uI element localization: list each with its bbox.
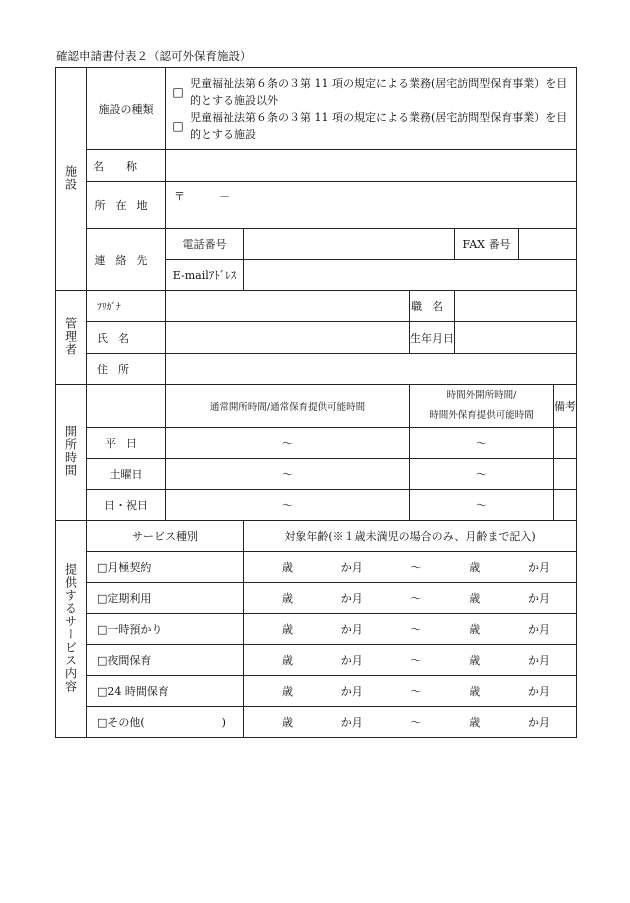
kind-label: 施設の種類 [87,68,166,150]
birth-label: 生年月日 [410,322,455,354]
col-normal-hours: 通常開所時間/通常保育提供可能時間 [166,385,410,428]
service-row-label[interactable]: □その他( ) [87,707,244,738]
email-label: E-mailｱﾄﾞﾚｽ [166,260,244,291]
application-form-table [55,67,577,738]
kind-options [166,68,577,150]
manager-name-field[interactable] [166,322,410,354]
service-row-age[interactable]: 歳 か月 ～ 歳 か月 [244,614,577,645]
checkbox-option-1[interactable]: □ [172,84,184,99]
phone-field[interactable] [244,229,455,260]
holiday-note[interactable] [554,490,577,521]
fax-label: FAX 番号 [455,229,519,260]
manager-address-label: 住所 [87,354,166,385]
saturday-note[interactable] [554,459,577,490]
section-kanrisha: 管理者 [56,291,87,385]
kind-option-1[interactable]: □ 児童福祉法第６条の３第 11 項の規定による業務(居宅訪問型保育事業）を目 的とする施設以外 [166,75,576,109]
col-extra-hours: 時間外開所時間/ 時間外保育提供可能時間 [410,385,554,428]
form-title: 確認申請書付表２（認可外保育施設） [56,49,252,63]
service-row-label[interactable]: □夜間保育 [87,645,244,676]
weekday-normal[interactable]: ～ [166,428,410,459]
holiday-normal[interactable]: ～ [166,490,410,521]
row-saturday-label: 土曜日 [87,459,166,490]
section-service: 提供するサービス内容 [56,521,87,738]
fax-field[interactable] [519,229,577,260]
hours-corner [87,385,166,428]
weekday-extra[interactable]: ～ [410,428,554,459]
service-row-label[interactable]: □一時預かり [87,614,244,645]
service-row-age[interactable]: 歳 か月 ～ 歳 か月 [244,552,577,583]
service-row-age[interactable]: 歳 か月 ～ 歳 か月 [244,645,577,676]
manager-address-field[interactable] [166,354,577,385]
saturday-extra[interactable]: ～ [410,459,554,490]
birth-field[interactable] [455,322,577,354]
row-holiday-label: 日・祝日 [87,490,166,521]
service-row-age[interactable]: 歳 か月 ～ 歳 か月 [244,583,577,614]
contact-label: 連絡先 [87,229,166,291]
service-row-label[interactable]: □24 時間保育 [87,676,244,707]
col-note: 備考 [554,385,577,428]
furigana-label: ﾌﾘｶﾞﾅ [87,291,166,322]
email-field[interactable] [244,260,577,291]
saturday-normal[interactable]: ～ [166,459,410,490]
furigana-field[interactable] [166,291,410,322]
service-row-label[interactable]: □定期利用 [87,583,244,614]
service-row-age[interactable]: 歳 か月 ～ 歳 か月 [244,676,577,707]
job-label: 職名 [410,291,455,322]
phone-label: 電話番号 [166,229,244,260]
service-row-age[interactable]: 歳 か月 ～ 歳 か月 [244,707,577,738]
job-field[interactable] [455,291,577,322]
address-label: 所在地 [87,182,166,229]
name-label: 名称 [87,150,166,182]
holiday-extra[interactable]: ～ [410,490,554,521]
row-weekday-label: 平日 [87,428,166,459]
checkbox-option-2[interactable]: □ [172,118,184,133]
service-row-label[interactable]: □月極契約 [87,552,244,583]
name-field[interactable] [166,150,577,182]
col-target-age: 対象年齢(※１歳未満児の場合のみ、月齢まで記入) [244,521,577,552]
col-service-type: サービス種別 [87,521,244,552]
section-kaisho: 開所時間 [56,385,87,521]
section-shisetsu: 施設 [56,68,87,291]
weekday-note[interactable] [554,428,577,459]
manager-name-label: 氏名 [87,322,166,354]
postal-mark: 〒 [174,190,185,203]
postal-dash: － [219,190,230,203]
address-field[interactable] [166,182,577,229]
kind-option-2[interactable]: □ 児童福祉法第６条の３第 11 項の規定による業務(居宅訪問型保育事業）を目 的とする施設 [166,109,576,143]
